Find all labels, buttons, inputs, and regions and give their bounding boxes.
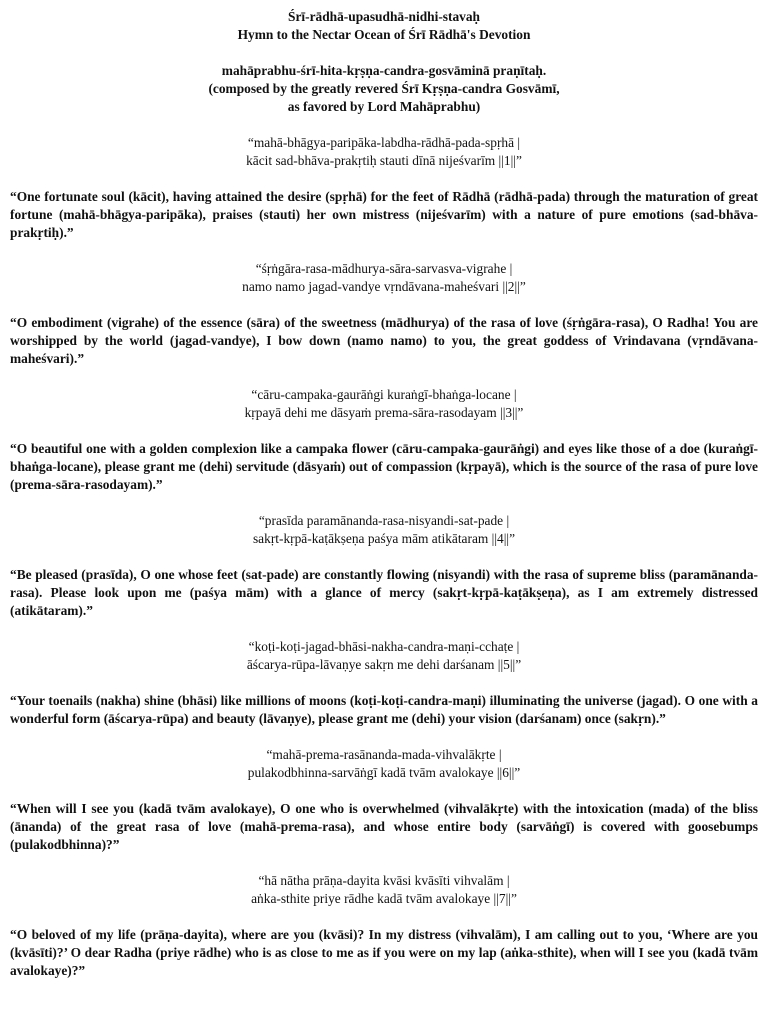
translation-1: “One fortunate soul (kācit), having attained the desire (spṛhā) for the feet of Rādhā (rādhā-pada) through the maturation of great fortune (mahā-bhāgya-paripāka), praises (stauti) her own mistress (nijeśvarīm) with a nature of pure emotions (sad-bhāva-prakṛtiḥ).” (10, 189, 758, 240)
verse-line: aṅka-sthite priye rādhe kadā tvām avalokaye ||7||” (251, 891, 517, 906)
verse-line: kṛpayā dehi me dāsyaṁ prema-sāra-rasodayam ||3||” (244, 405, 524, 420)
translation-2: “O embodiment (vigrahe) of the essence (sāra) of the sweetness (mādhurya) of the rasa of love (śṛṅgāra-rasa), O Radha! You are worshipped by the world (jagad-vandye), I bow down (namo namo) to you, the great goddess of Vrindavana (vṛndāvana-maheśvari).” (10, 315, 758, 366)
document-title: Śrī-rādhā-upasudhā-nidhi-stavaḥ (288, 9, 480, 24)
verse-2 (10, 260, 758, 296)
verse-line: kācit sad-bhāva-prakṛtiḥ stauti dīnā nijeśvarīm ||1||” (246, 153, 522, 168)
verse-line: “mahā-bhāgya-paripāka-labdha-rādhā-pada-spṛhā | (247, 135, 521, 150)
attribution-sanskrit: mahāprabhu-śrī-hita-kṛṣṇa-candra-gosvāminā praṇītaḥ. (221, 63, 547, 78)
translation-5: “Your toenails (nakha) shine (bhāsi) like millions of moons (koṭi-koṭi-candra-maṇi) illuminating the universe (jagad). O one with a wonderful form (āścarya-rūpa) and beauty (lāvaṇye), please grant me (dehi) your vision (darśanam) once (sakṛn).” (10, 693, 758, 726)
verse-line: “hā nātha prāṇa-dayita kvāsi kvāsīti vihvalām | (258, 873, 510, 888)
attribution-english-cont: as favored by Lord Mahāprabhu) (287, 99, 481, 114)
translation-4: “Be pleased (prasīda), O one whose feet (sat-pade) are constantly flowing (nisyandi) with the rasa of supreme bliss (paramānanda-rasa). Please look upon me (paśya mām) with a glance of mercy (sakṛt-kṛpā-kaṭākṣeṇa), as I am extremely distressed (atikātaram).” (10, 567, 758, 618)
verse-7 (10, 872, 758, 908)
verse-line: “koṭi-koṭi-jagad-bhāsi-nakha-candra-maṇi-cchaṭe | (248, 639, 520, 654)
verse-3 (10, 386, 758, 422)
verse-6 (10, 746, 758, 782)
verse-line: “cāru-campaka-gaurāṅgi kuraṅgī-bhaṅga-locane | (251, 387, 517, 402)
verse-line: namo namo jagad-vandye vṛndāvana-maheśvari ||2||” (242, 279, 526, 294)
translation-6: “When will I see you (kadā tvām avalokaye), O one who is overwhelmed (vihvalākṛte) with the intoxication (mada) of the bliss (ānanda) of the great rasa of love (mahā-prema-rasa), and whose entire body (sarvāṅgī) is covered with goosebumps (pulakodbhinna)?” (10, 801, 758, 852)
document-subtitle: Hymn to the Nectar Ocean of Śrī Rādhā's Devotion (237, 27, 531, 42)
verse-line: “śṛṅgāra-rasa-mādhurya-sāra-sarvasva-vigrahe | (255, 261, 513, 276)
translation-7: “O beloved of my life (prāṇa-dayita), where are you (kvāsi)? In my distress (vihvalām), I am calling out to you, ‘Where are you (kvāsīti)?’ O dear Radha (priye rādhe) who is as close to me as if you were on my lap (aṅka-sthite), when will I see you (kadā tvām avalokaye)?” (10, 927, 758, 978)
verse-line: “prasīda paramānanda-rasa-nisyandi-sat-pade | (258, 513, 510, 528)
verse-line: sakṛt-kṛpā-kaṭākṣeṇa paśya mām atikātaram ||4||” (252, 531, 516, 546)
verse-4 (10, 512, 758, 548)
translation-3: “O beautiful one with a golden complexion like a campaka flower (cāru-campaka-gaurāṅgi) and eyes like those of a doe (kuraṅgī-bhaṅga-locane), please grant me (dehi) servitude (dāsyaṁ) out of compassion (kṛpayā), which is the source of the rasa of pure love (prema-sāra-rasodayam).” (10, 441, 758, 492)
document-header (10, 8, 758, 116)
verse-5 (10, 638, 758, 674)
verse-line: āścarya-rūpa-lāvaṇye sakṛn me dehi darśanam ||5||” (246, 657, 522, 672)
verse-line: “mahā-prema-rasānanda-mada-vihvalākṛte | (266, 747, 502, 762)
verse-line: pulakodbhinna-sarvāṅgī kadā tvām avalokaye ||6||” (247, 765, 521, 780)
attribution-english: (composed by the greatly revered Śrī Kṛṣṇa-candra Gosvāmī, (208, 81, 560, 96)
verse-1 (10, 134, 758, 170)
